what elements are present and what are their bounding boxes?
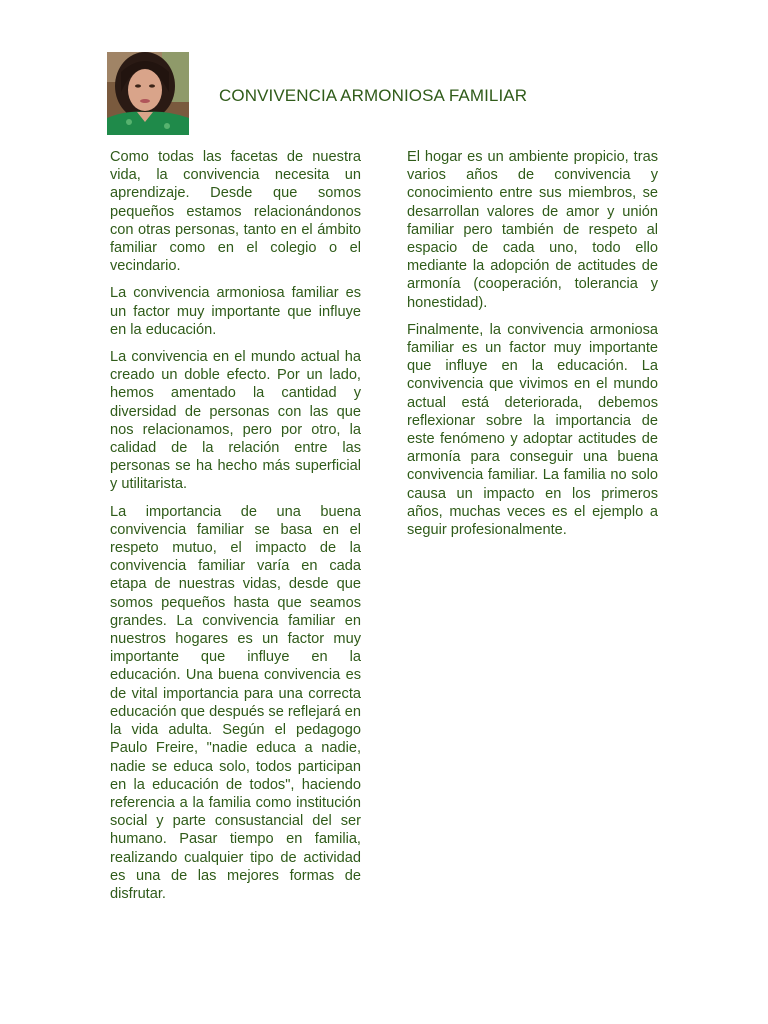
paragraph: Finalmente, la convivencia armoniosa familiar es un factor muy importante que influye en la educación. La convivencia que vivimos en el mundo actual está deteriorada, debemos reflexionar sobre la importancia de este fenómeno y adoptar actitudes de armonía para conseguir una buena convivencia familiar. La familia no solo causa un impacto en los primeros años, muchas veces es el ejemplo a seguir profesionalmente. — [407, 321, 658, 539]
paragraph: Como todas las facetas de nuestra vida, la convivencia necesita un aprendizaje. Desde que somos pequeños estamos relacionándonos con otras personas, tanto en el ámbito familiar como en el colegio o el vecindario. — [110, 149, 361, 275]
page-title: CONVIVENCIA ARMONIOSA FAMILIAR — [219, 86, 528, 105]
paragraph: La convivencia en el mundo actual ha creado un doble efecto. Por un lado, hemos amentado la cantidad y diversidad de personas con las que nos relacionamos, pero por otro, la calidad de la relación entre las personas se ha hecho más superficial y utilitarista. — [110, 349, 361, 493]
right-column — [407, 148, 658, 548]
left-column — [110, 148, 361, 912]
paragraph: La importancia de una buena convivencia familiar se basa en el respeto mutuo, el impacto de la convivencia familiar varía en cada etapa de nuestras vidas, desde que somos pequeños hasta que seamos grandes. La convivencia familiar en nuestros hogares es un factor muy importante que influye en la educación. Una buena convivencia es de vital importancia para una correcta educación que después se reflejará en la vida adulta. Según el pedagogo Paulo Freire, "nadie educa a nadie, nadie se educa solo, todos participan en la educación de todos", haciendo referencia a la familia como institución social y parte consustancial del ser humano. Pasar tiempo en familia, realizando cualquier tipo de actividad es una de las mejores formas de disfrutar. — [110, 503, 361, 902]
paragraph: El hogar es un ambiente propicio, tras varios años de convivencia y conocimiento entre sus miembros, se desarrollan valores de amor y unión familiar pero también de respeto al espacio de cada uno, todo ello mediante la adopción de actitudes de armonía (cooperación, tolerancia y honestidad). — [407, 149, 658, 311]
portrait-image — [107, 52, 189, 135]
author-photo — [107, 52, 189, 135]
paragraph: La convivencia armoniosa familiar es un factor muy importante que influye en la educación. — [110, 285, 361, 338]
